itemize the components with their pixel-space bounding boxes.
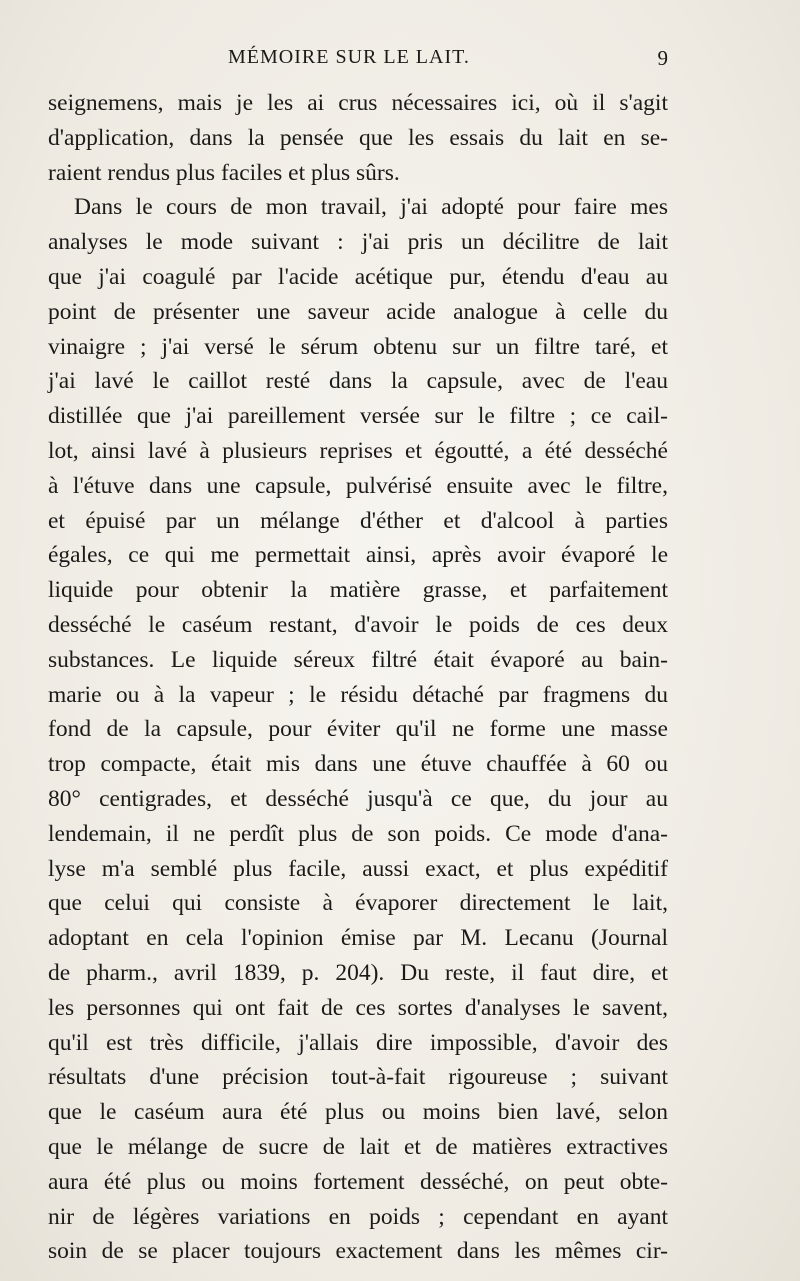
body-text [48,86,668,1269]
text-line: nir de légères variations en poids ; cependant en ayant [48,1203,668,1230]
text-line: vinaigre ; j'ai versé le sérum obtenu sur un filtre taré, et [48,333,668,360]
text-line: que celui qui consiste à évaporer directement le lait, [48,890,668,917]
text-line: marie ou à la vapeur ; le résidu détaché par fragmens du [48,681,668,708]
text-line: lot, ainsi lavé à plusieurs reprises et égoutté, a été desséché [48,437,668,464]
text-line: qu'il est très difficile, j'allais dire impossible, d'avoir des [48,1029,668,1056]
text-line: que le mélange de sucre de lait et de matières extractives [48,1133,668,1160]
text-line: distillée que j'ai pareillement versée sur le filtre ; ce cail- [48,403,668,430]
text-line: 80° centigrades, et desséché jusqu'à ce que, du jour au [48,785,668,812]
text-line: de pharm., avril 1839, p. 204). Du reste, il faut dire, et [48,959,668,986]
text-line: soin de se placer toujours exactement dans les mêmes cir- [48,1238,668,1265]
text-line: j'ai lavé le caillot resté dans la capsule, avec de l'eau [48,368,668,395]
text-line: aura été plus ou moins fortement desséché, on peut obte- [48,1168,668,1195]
text-line: que le caséum aura été plus ou moins bien lavé, selon [48,1099,668,1126]
text-line: que j'ai coagulé par l'acide acétique pur, étendu d'eau au [48,263,668,290]
text-line: liquide pour obtenir la matière grasse, et parfaitement [48,577,668,604]
page-header [48,46,668,74]
text-line: adoptant en cela l'opinion émise par M. Lecanu (Journal [48,925,668,952]
text-line: d'application, dans la pensée que les essais du lait en se- [48,124,668,151]
text-line: raient rendus plus faciles et plus sûrs. [48,159,400,186]
text-line: les personnes qui ont fait de ces sortes d'analyses le savent, [48,994,668,1021]
text-line: substances. Le liquide séreux filtré était évaporé au bain- [48,646,668,673]
text-line: fond de la capsule, pour éviter qu'il ne forme une masse [48,716,668,743]
text-line: lyse m'a semblé plus facile, aussi exact, et plus expéditif [48,855,668,882]
text-line: seignemens, mais je les ai crus nécessaires ici, où il s'agit [48,90,668,116]
text-line: desséché le caséum restant, d'avoir le poids de ces deux [48,611,668,638]
text-line: analyses le mode suivant : j'ai pris un décilitre de lait [48,229,668,256]
text-line: égales, ce qui me permettait ainsi, après avoir évaporé le [48,542,668,569]
text-line: Dans le cours de mon travail, j'ai adopté pour faire mes [74,194,668,221]
text-line: et épuisé par un mélange d'éther et d'alcool à parties [48,507,668,534]
running-title: MÉMOIRE SUR LE LAIT. [228,46,470,68]
text-line: trop compacte, était mis dans une étuve chauffée à 60 ou [48,751,668,778]
text-line: point de présenter une saveur acide analogue à celle du [48,298,668,325]
page-number: 9 [657,46,668,70]
text-line: lendemain, il ne perdît plus de son poids. Ce mode d'ana- [48,820,668,847]
text-line: à l'étuve dans une capsule, pulvérisé ensuite avec le filtre, [48,472,668,499]
text-line: résultats d'une précision tout-à-fait rigoureuse ; suivant [48,1064,668,1091]
